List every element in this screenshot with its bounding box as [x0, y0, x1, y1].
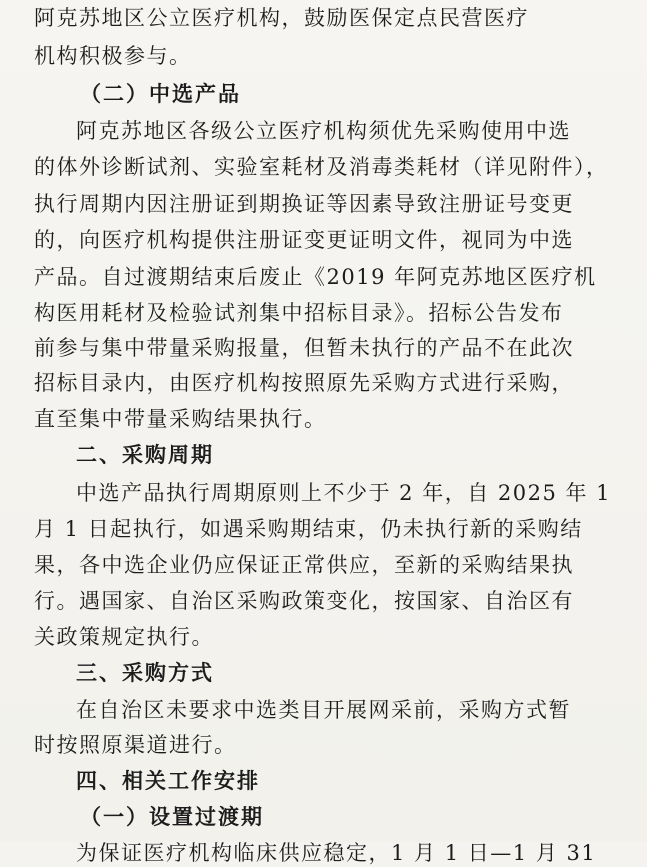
section-heading: 二、采购周期: [76, 443, 214, 467]
body-text-line: 直至集中带量采购结果执行。: [34, 407, 327, 431]
body-text-line: 前参与集中带量采购报量，但暂未执行的产品不在此次: [34, 336, 574, 360]
body-text-line: 阿克苏地区公立医疗机构，鼓励医保定点民营医疗: [34, 6, 529, 30]
body-text-line: 中选产品执行周期原则上不少于 2 年，自 2025 年 1: [76, 481, 612, 505]
section-subheading: （一）设置过渡期: [80, 805, 264, 829]
body-text-line: 执行周期内因注册证到期换证等因素导致注册证号变更: [34, 192, 574, 216]
section-heading: 三、采购方式: [76, 661, 214, 685]
body-text-line: 关政策规定执行。: [34, 625, 214, 649]
body-text-line: 月 1 日起执行，如遇采购期结束，仍未执行新的采购结: [34, 517, 583, 541]
body-text-line: 产品。自过渡期结束后废止《2019 年阿克苏地区医疗机: [34, 265, 597, 289]
body-text-line: 阿克苏地区各级公立医疗机构须优先采购使用中选: [76, 119, 571, 143]
body-text-line: 招标目录内，由医疗机构按照原先采购方式进行采购，: [34, 371, 574, 395]
body-text-line: 构医用耗材及检验试剂集中招标目录》。招标公告发布: [34, 301, 564, 325]
body-text-line: 果，各中选企业仍应保证正常供应，至新的采购结果执: [34, 553, 574, 577]
body-text-line: 时按照原渠道进行。: [34, 733, 237, 757]
section-heading: 四、相关工作安排: [76, 769, 260, 793]
body-text-line: 在自治区未要求中选类目开展网采前，采购方式暂: [76, 698, 571, 722]
body-text-line: 为保证医疗机构临床供应稳定，1 月 1 日—1 月 31: [76, 841, 597, 865]
body-text-line: 的体外诊断试剂、实验室耗材及消毒类耗材（详见附件），: [34, 155, 609, 179]
body-text-line: 行。遇国家、自治区采购政策变化，按国家、自治区有: [34, 589, 574, 613]
body-text-line: 的，向医疗机构提供注册证变更证明文件，视同为中选: [34, 228, 574, 252]
section-subheading: （二）中选产品: [80, 82, 241, 106]
body-text-line: 机构积极参与。: [34, 44, 192, 68]
